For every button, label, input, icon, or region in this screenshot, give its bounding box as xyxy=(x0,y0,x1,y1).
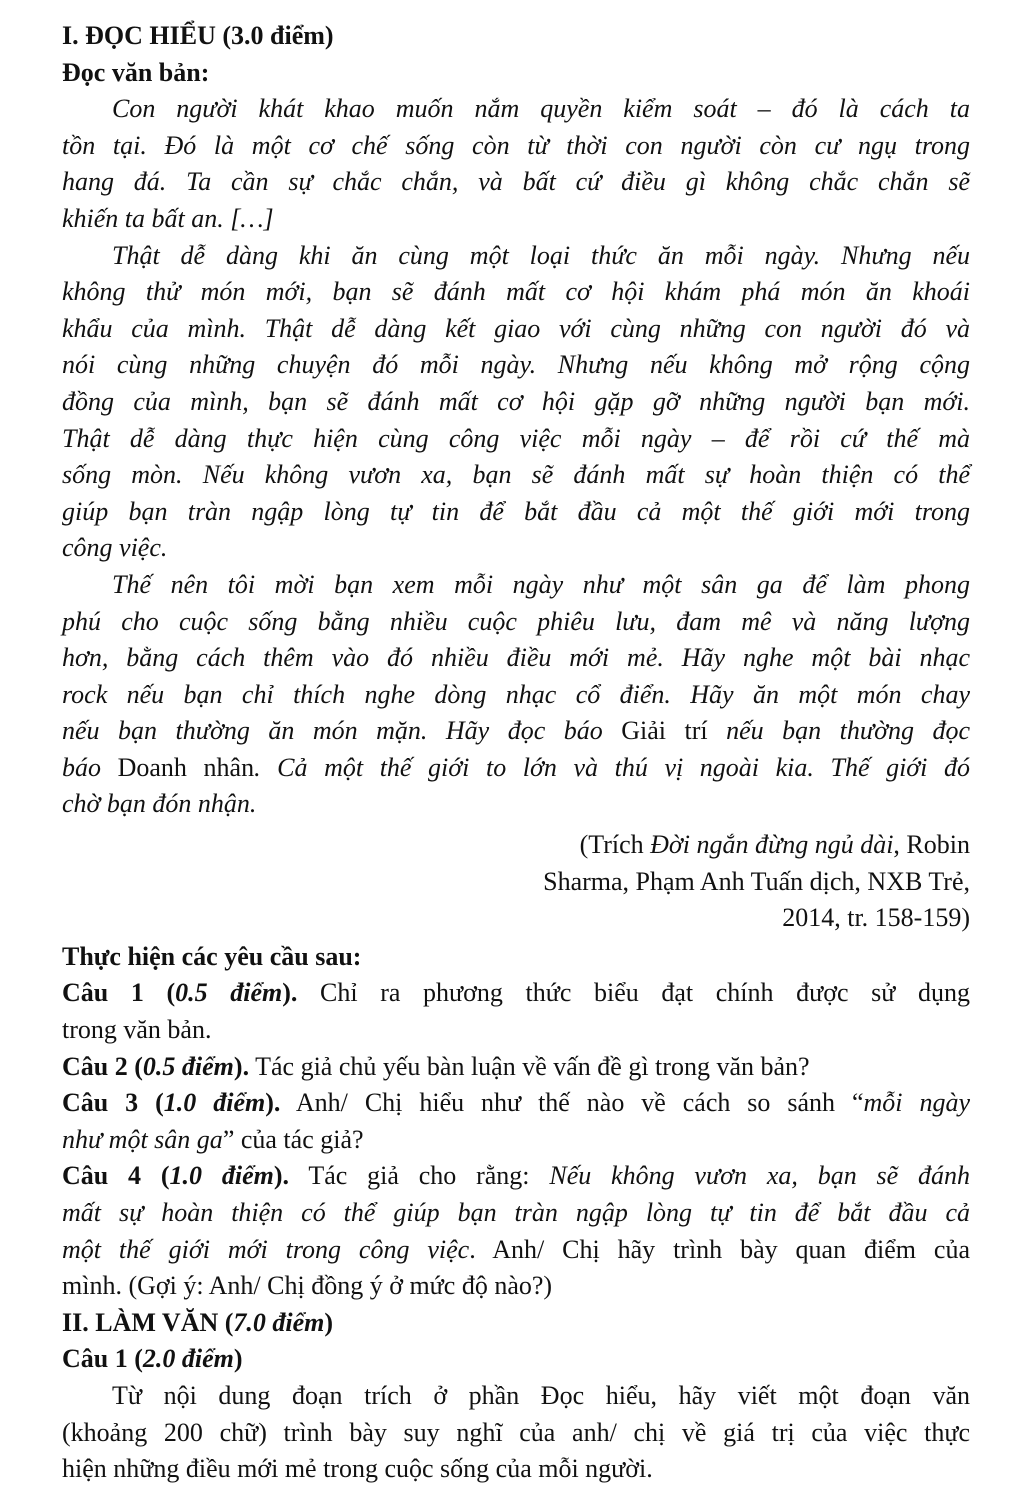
passage-line: chờ bạn đón nhận. xyxy=(62,789,257,819)
read-label: Đọc văn bản: xyxy=(62,57,210,87)
q-label: ) xyxy=(233,1344,243,1374)
passage-line: Thế nên tôi mời bạn xem mỗi ngày như một sân ga để làm phong xyxy=(112,569,970,599)
passage-line: khiến ta bất an. […] xyxy=(62,203,274,233)
q-label: Câu 1 ( xyxy=(62,978,176,1008)
citation-book-title: Đời ngắn đừng ngủ dài xyxy=(650,830,894,860)
passage-line: công việc. xyxy=(62,533,168,563)
q-text: . Anh/ Chị hãy trình bày quan điểm của xyxy=(469,1234,970,1264)
q-quote: mỗi ngày xyxy=(863,1088,970,1118)
passage xyxy=(62,91,970,823)
passage-line: Thật dễ dàng thực hiện cùng công việc mỗi ngày – để rồi cứ thế mà xyxy=(62,423,970,453)
question-3-cont xyxy=(62,1122,970,1159)
passage-line: không thử món mới, bạn sẽ đánh mất cơ hội khám phá món ăn khoái xyxy=(62,277,970,307)
citation xyxy=(62,827,970,937)
essay-question-1 xyxy=(62,1341,970,1378)
passage-text: nếu bạn thường ăn món mặn. Hãy đọc báo xyxy=(62,716,622,746)
q-label: Câu 3 ( xyxy=(62,1088,164,1118)
passage-line: hơn, bằng cách thêm vào đó nhiều điều mới mẻ. Hãy nghe một bài nhạc xyxy=(62,643,970,673)
q-score: 0.5 điểm xyxy=(175,978,283,1008)
q-label: ). xyxy=(282,978,298,1008)
passage-text: báo xyxy=(62,752,118,782)
q-score: 1.0 điểm xyxy=(169,1161,274,1191)
q-text: ” của tác giả? xyxy=(222,1124,364,1154)
passage-line xyxy=(62,713,970,750)
section-2 xyxy=(62,1305,970,1488)
q-label: Câu 4 ( xyxy=(62,1161,170,1191)
question-4-cont: mình. (Gợi ý: Anh/ Chị đồng ý ở mức độ nào?) xyxy=(62,1271,553,1301)
tasks-heading: Thực hiện các yêu cầu sau: xyxy=(62,941,362,971)
passage-line: khẩu của mình. Thật dễ dàng kết giao với cùng những con người đó và xyxy=(62,313,970,343)
tasks xyxy=(62,939,970,1305)
q-text: Anh/ Chị hiểu như thế nào về cách so sánh “ xyxy=(280,1088,864,1118)
q-label: Câu 1 ( xyxy=(62,1344,143,1374)
passage-line: tồn tại. Đó là một cơ chế sống còn từ thời con người còn cư ngụ trong xyxy=(62,130,970,160)
q-quote: một thế giới mới trong công việc xyxy=(62,1234,470,1264)
passage-line: rock nếu bạn chỉ thích nghe dòng nhạc cổ điển. Hãy ăn một món chay xyxy=(62,679,970,709)
question-4-cont xyxy=(62,1232,970,1269)
q-text: Tác giả cho rằng: xyxy=(289,1161,550,1191)
passage-text: nếu bạn thường đọc xyxy=(707,716,970,746)
q-label: ). xyxy=(265,1088,281,1118)
citation-text: (Trích xyxy=(579,830,651,860)
question-4 xyxy=(62,1158,970,1195)
passage-line: phú cho cuộc sống bằng nhiều cuộc phiêu lưu, đam mê và năng lượng xyxy=(62,606,970,636)
section-1-title: I. ĐỌC HIỂU (3.0 điểm) xyxy=(62,21,334,50)
passage-line: đồng của mình, bạn sẽ đánh mất cơ hội gặp gỡ những người bạn mới. xyxy=(62,386,970,416)
q-score: 0.5 điểm xyxy=(142,1051,234,1081)
q-text: Tác giả chủ yếu bàn luận về vấn đề gì trong văn bản? xyxy=(249,1051,810,1081)
passage-text: . Cả một thế giới to lớn và thú vị ngoài kia. Thế giới đó xyxy=(254,752,971,782)
section-2-title-text: II. LÀM VĂN ( xyxy=(62,1307,234,1337)
q-score: 1.0 điểm xyxy=(163,1088,266,1118)
passage-line: sống mòn. Nếu không vươn xa, bạn sẽ đánh mất sự hoàn thiện có thể xyxy=(62,460,970,490)
passage-line: hang đá. Ta cần sự chắc chắn, và bất cứ điều gì không chắc chắn sẽ xyxy=(62,167,970,197)
section-2-score: 7.0 điểm xyxy=(233,1307,325,1337)
q-text: Chỉ ra phương thức biểu đạt chính được sử dụng xyxy=(297,978,970,1008)
question-1-cont: trong văn bản. xyxy=(62,1015,212,1045)
passage-line xyxy=(62,750,970,787)
section-2-title-text: ) xyxy=(324,1307,334,1337)
q-quote: Nếu không vươn xa, bạn sẽ đánh xyxy=(549,1161,970,1191)
question-2 xyxy=(62,1049,970,1086)
essay-text: hiện những điều mới mẻ trong cuộc sống của mỗi người. xyxy=(62,1454,653,1484)
citation-line xyxy=(62,827,970,864)
essay-text: Từ nội dung đoạn trích ở phần Đọc hiểu, hãy viết một đoạn văn xyxy=(112,1380,970,1410)
passage-text: Giải trí xyxy=(621,716,708,746)
citation-line: Sharma, Phạm Anh Tuấn dịch, NXB Trẻ, xyxy=(543,866,970,896)
passage-line: Thật dễ dàng khi ăn cùng một loại thức ăn mỗi ngày. Nhưng nếu xyxy=(112,240,970,270)
citation-line: 2014, tr. 158-159) xyxy=(782,903,970,933)
q-quote: như một sân ga xyxy=(62,1124,223,1154)
essay-text: (khoảng 200 chữ) trình bày suy nghĩ của anh/ chị về giá trị của việc thực xyxy=(62,1417,970,1447)
q-label: ). xyxy=(273,1161,290,1191)
passage-line: nói cùng những chuyện đó mỗi ngày. Nhưng nếu không mở rộng cộng xyxy=(62,350,970,380)
question-1 xyxy=(62,975,970,1012)
q-label: Câu 2 ( xyxy=(62,1051,143,1081)
q-score: 2.0 điểm xyxy=(142,1344,234,1374)
question-4-cont: mất sự hoàn thiện có thể giúp bạn tràn ngập lòng tự tin để bắt đầu cả xyxy=(62,1198,970,1227)
passage-line: giúp bạn tràn ngập lòng tự tin để bắt đầu cả một thế giới mới trong xyxy=(62,496,970,526)
passage-line: Con người khát khao muốn nắm quyền kiểm soát – đó là cách ta xyxy=(112,94,970,124)
question-3 xyxy=(62,1085,970,1122)
q-label: ). xyxy=(233,1051,250,1081)
section-2-title xyxy=(62,1305,970,1342)
citation-text: , Robin xyxy=(893,830,970,860)
passage-text: Doanh nhân xyxy=(117,752,255,782)
